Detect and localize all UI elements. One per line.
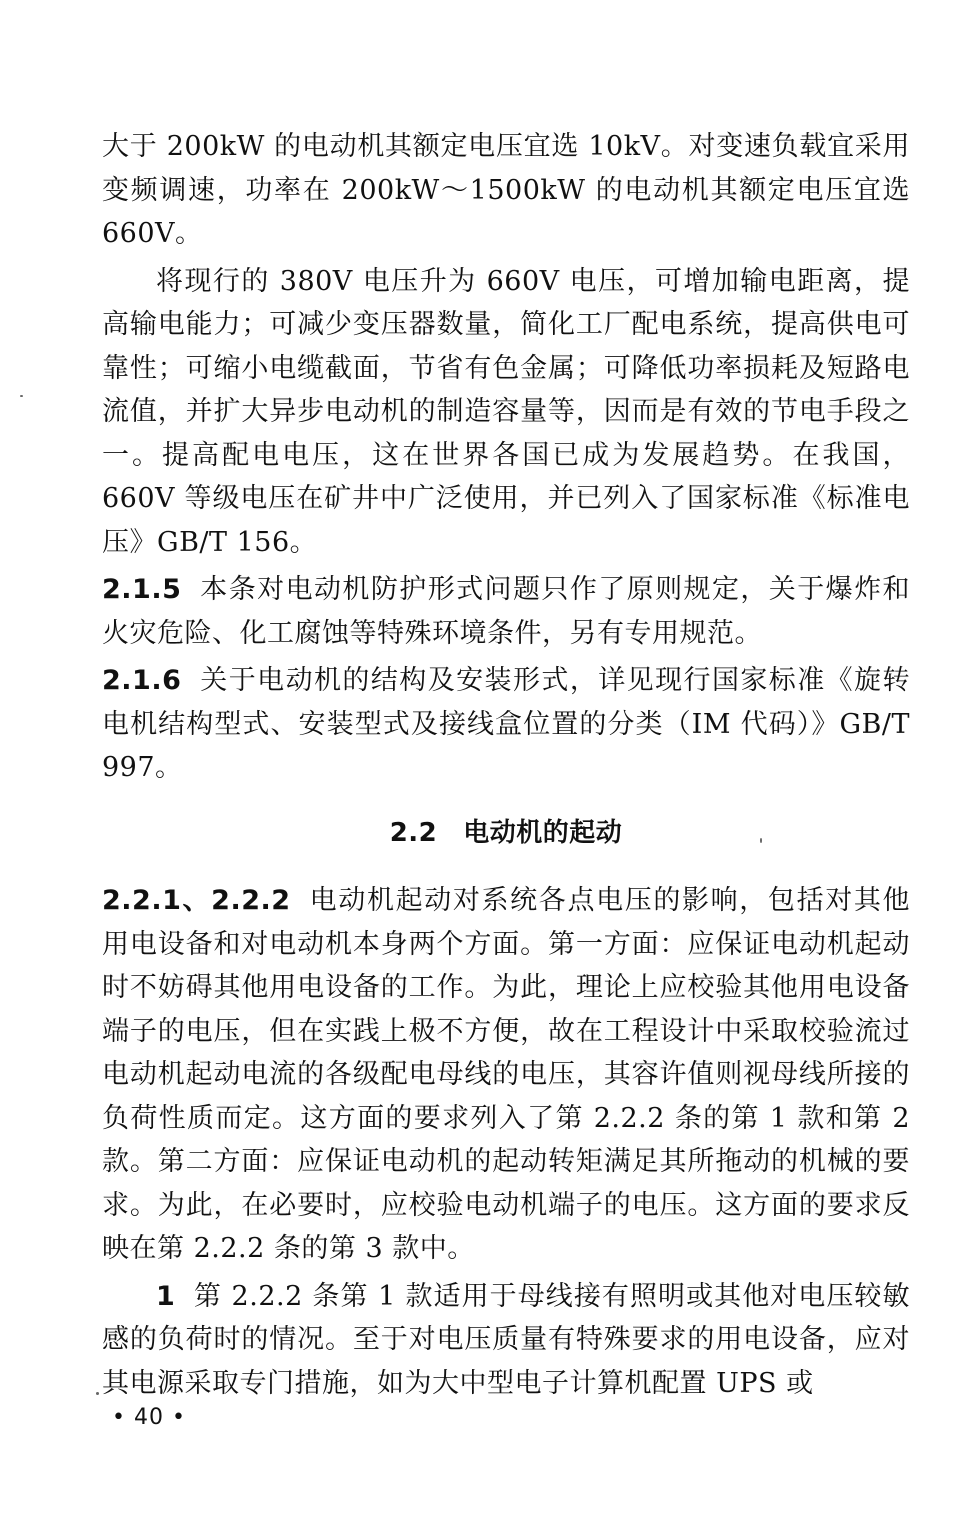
paragraph-660v-benefits: 将现行的 380V 电压升为 660V 电压，可增加输电距离，提高输电能力；可减少变压器数量，简化工厂配电系统，提高供电可靠性；可缩小电缆截面，节省有色金属；可降低功率损耗及短路电流值，并扩大异步电动机的制造容量等，因而是有效的节电手段之一。提高配电电压，这在世界各国已成为发展趋势。在我国，660V 等级电压在矿井中广泛使用，并已列入了国家标准《标准电压》GB/T 156。 [102, 265, 910, 558]
item-text: 第 2.2.2 条第 1 款适用于母线接有照明或其他对电压较敏感的负荷时的情况。至于对电压质量有特殊要求的用电设备，应对其电源采取专门措施，如为大中型电子计算机配置 UPS 或 [102, 1280, 910, 1399]
section-title: 电动机的起动 [463, 817, 623, 848]
section-number: 2.2 [389, 817, 438, 848]
scan-speck [20, 395, 23, 397]
list-item-1 [102, 1275, 910, 1406]
scan-speck [760, 838, 762, 843]
clause-2-2-1-2-2-2 [102, 879, 910, 1271]
section-heading [102, 812, 910, 856]
clause-2-1-5 [102, 568, 910, 655]
clause-2-1-6 [102, 659, 910, 790]
clause-text: 本条对电动机防护形式问题只作了原则规定，关于爆炸和火灾危险、化工腐蚀等特殊环境条件，另有专用规范。 [102, 574, 910, 649]
clause-text: 电动机起动对系统各点电压的影响，包括对其他用电设备和对电动机本身两个方面。第一方面：应保证电动机起动时不妨碍其他用电设备的工作。为此，理论上应校验其他用电设备端子的电压，但在实践上极不方便，故在工程设计中采取校验流过电动机起动电流的各级配电母线的电压，其容许值则视母线所接的负荷性质而定。这方面的要求列入了第 2.2.2 条的第 1 款和第 2 款。第二方面：应保证电动机的起动转矩满足其所拖动的机械的要求。为此，在必要时，应校验电动机端子的电压。这方面的要求反映在第 2.2.2 条的第 3 款中。 [102, 885, 910, 1264]
page-number: • 40 • [112, 1405, 186, 1430]
clause-number: 2.1.6 [102, 665, 182, 696]
clause-number: 2.2.1、2.2.2 [102, 885, 291, 916]
paragraph-motor-voltage-selection: 大于 200kW 的电动机其额定电压宜选 10kV。对变速负载宜采用变频调速，功率在 200kW～1500kW 的电动机其额定电压宜选 660V。 [102, 131, 910, 249]
body-text [102, 125, 910, 1405]
item-number: 1 [156, 1280, 176, 1312]
clause-text: 关于电动机的结构及安装形式，详见现行国家标准《旋转电机结构型式、安装型式及接线盒位置的分类（IM 代码）》GB/T 997。 [102, 665, 910, 783]
clause-number: 2.1.5 [102, 574, 182, 605]
scan-speck [96, 1392, 99, 1395]
